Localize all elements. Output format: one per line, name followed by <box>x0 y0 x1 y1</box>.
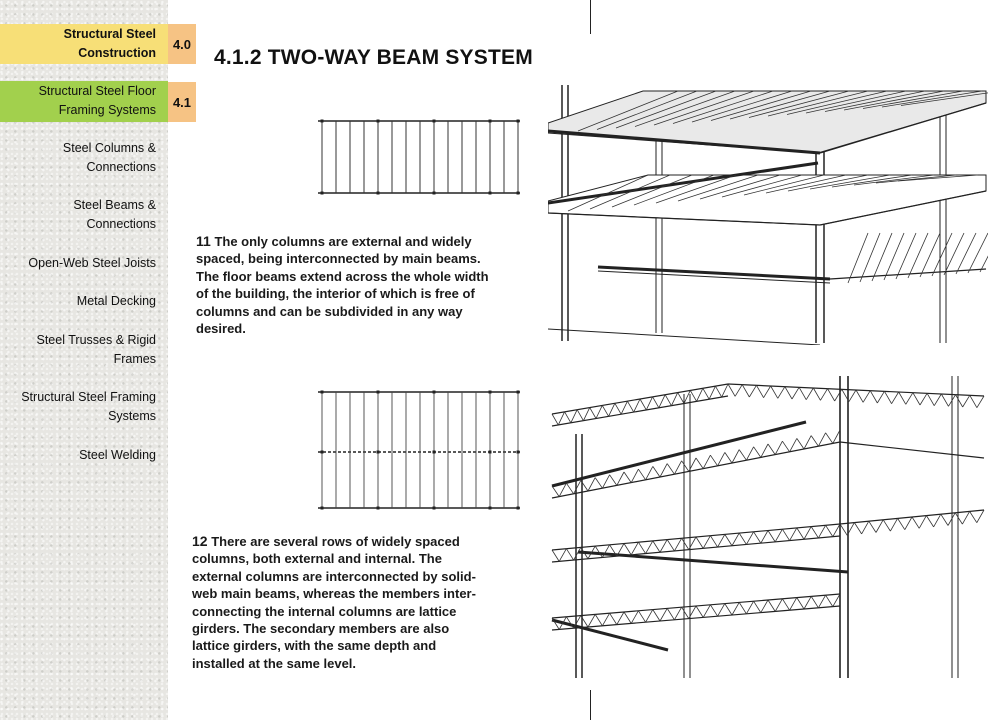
sidebar-item-steel-beams[interactable] <box>0 196 168 234</box>
caption-line: connecting the internal columns are lattice <box>192 603 457 619</box>
caption-line: columns, both external and internal. The <box>192 551 442 567</box>
caption-line: desired. <box>196 321 246 337</box>
plan-diagram-12 <box>314 382 524 512</box>
divider-line <box>590 0 591 34</box>
caption-line: The floor beams extend across the whole width <box>196 268 489 284</box>
perspective-drawing-12 <box>548 374 988 678</box>
section-number-badge: 4.0 <box>168 24 196 64</box>
figure-number: 12 <box>192 533 208 549</box>
sidebar-item-label-line: Steel Beams & <box>73 198 156 212</box>
sidebar-item-steel-columns[interactable] <box>0 139 168 177</box>
sidebar-item-label-line: Metal Decking <box>76 294 156 308</box>
sidebar-item-open-web-joists[interactable] <box>0 254 168 273</box>
sidebar-item-label-line: Steel Columns & <box>62 141 156 155</box>
divider-line <box>590 690 591 720</box>
sidebar-item-label-line: Frames <box>113 352 156 366</box>
caption-line: external columns are interconnected by solid- <box>192 568 476 584</box>
caption-line: There are several rows of widely spaced <box>211 534 460 549</box>
sidebar-item-steel-welding[interactable] <box>0 446 168 465</box>
caption-line: girders. The secondary members are also <box>192 621 450 637</box>
figure-11-caption <box>196 233 524 337</box>
sidebar-item-label-line: Connections <box>86 217 156 231</box>
sidebar-item-trusses-rigid-frames[interactable] <box>0 331 168 369</box>
perspective-drawing-11 <box>548 83 988 345</box>
sidebar-item-label-line: Framing Systems <box>58 103 156 117</box>
figure-12-caption <box>192 533 522 672</box>
section-number-badge: 4.1 <box>168 82 196 122</box>
caption-line: lattice girders, with the same depth and <box>192 638 437 654</box>
sidebar-item-label-line: Steel Welding <box>79 448 156 462</box>
sidebar-item-label-line: Systems <box>108 409 156 423</box>
figure-number: 11 <box>196 233 211 249</box>
sidebar-item-label[interactable] <box>0 25 168 63</box>
sidebar-item-label-line: Construction <box>78 46 156 60</box>
sidebar-item-framing-systems[interactable] <box>0 388 168 426</box>
caption-line: columns and can be subdivided in any way <box>196 303 463 319</box>
sidebar-item-label-line: Steel Trusses & Rigid <box>36 333 156 347</box>
sidebar-item-label-line: Structural Steel Floor <box>38 84 156 98</box>
caption-line: installed at the same level. <box>192 655 357 671</box>
page-title: 4.1.2 TWO-WAY BEAM SYSTEM <box>214 46 533 69</box>
sidebar-item-label-line: Structural Steel Framing <box>21 390 156 404</box>
sidebar-item-label-line: Connections <box>86 160 156 174</box>
plan-diagram-11 <box>314 115 524 200</box>
sidebar-item-label[interactable] <box>0 82 168 120</box>
caption-line: of the building, the interior of which is free of <box>196 286 475 302</box>
caption-line: The only columns are external and widely <box>214 234 472 249</box>
sidebar-item-label-line: Open-Web Steel Joists <box>28 256 156 270</box>
sidebar-item-metal-decking[interactable] <box>0 292 168 311</box>
caption-line: web main beams, whereas the members inter- <box>192 586 476 602</box>
caption-line: spaced, being interconnected by main beams. <box>196 251 481 267</box>
sidebar-item-label-line: Structural Steel <box>63 27 156 41</box>
